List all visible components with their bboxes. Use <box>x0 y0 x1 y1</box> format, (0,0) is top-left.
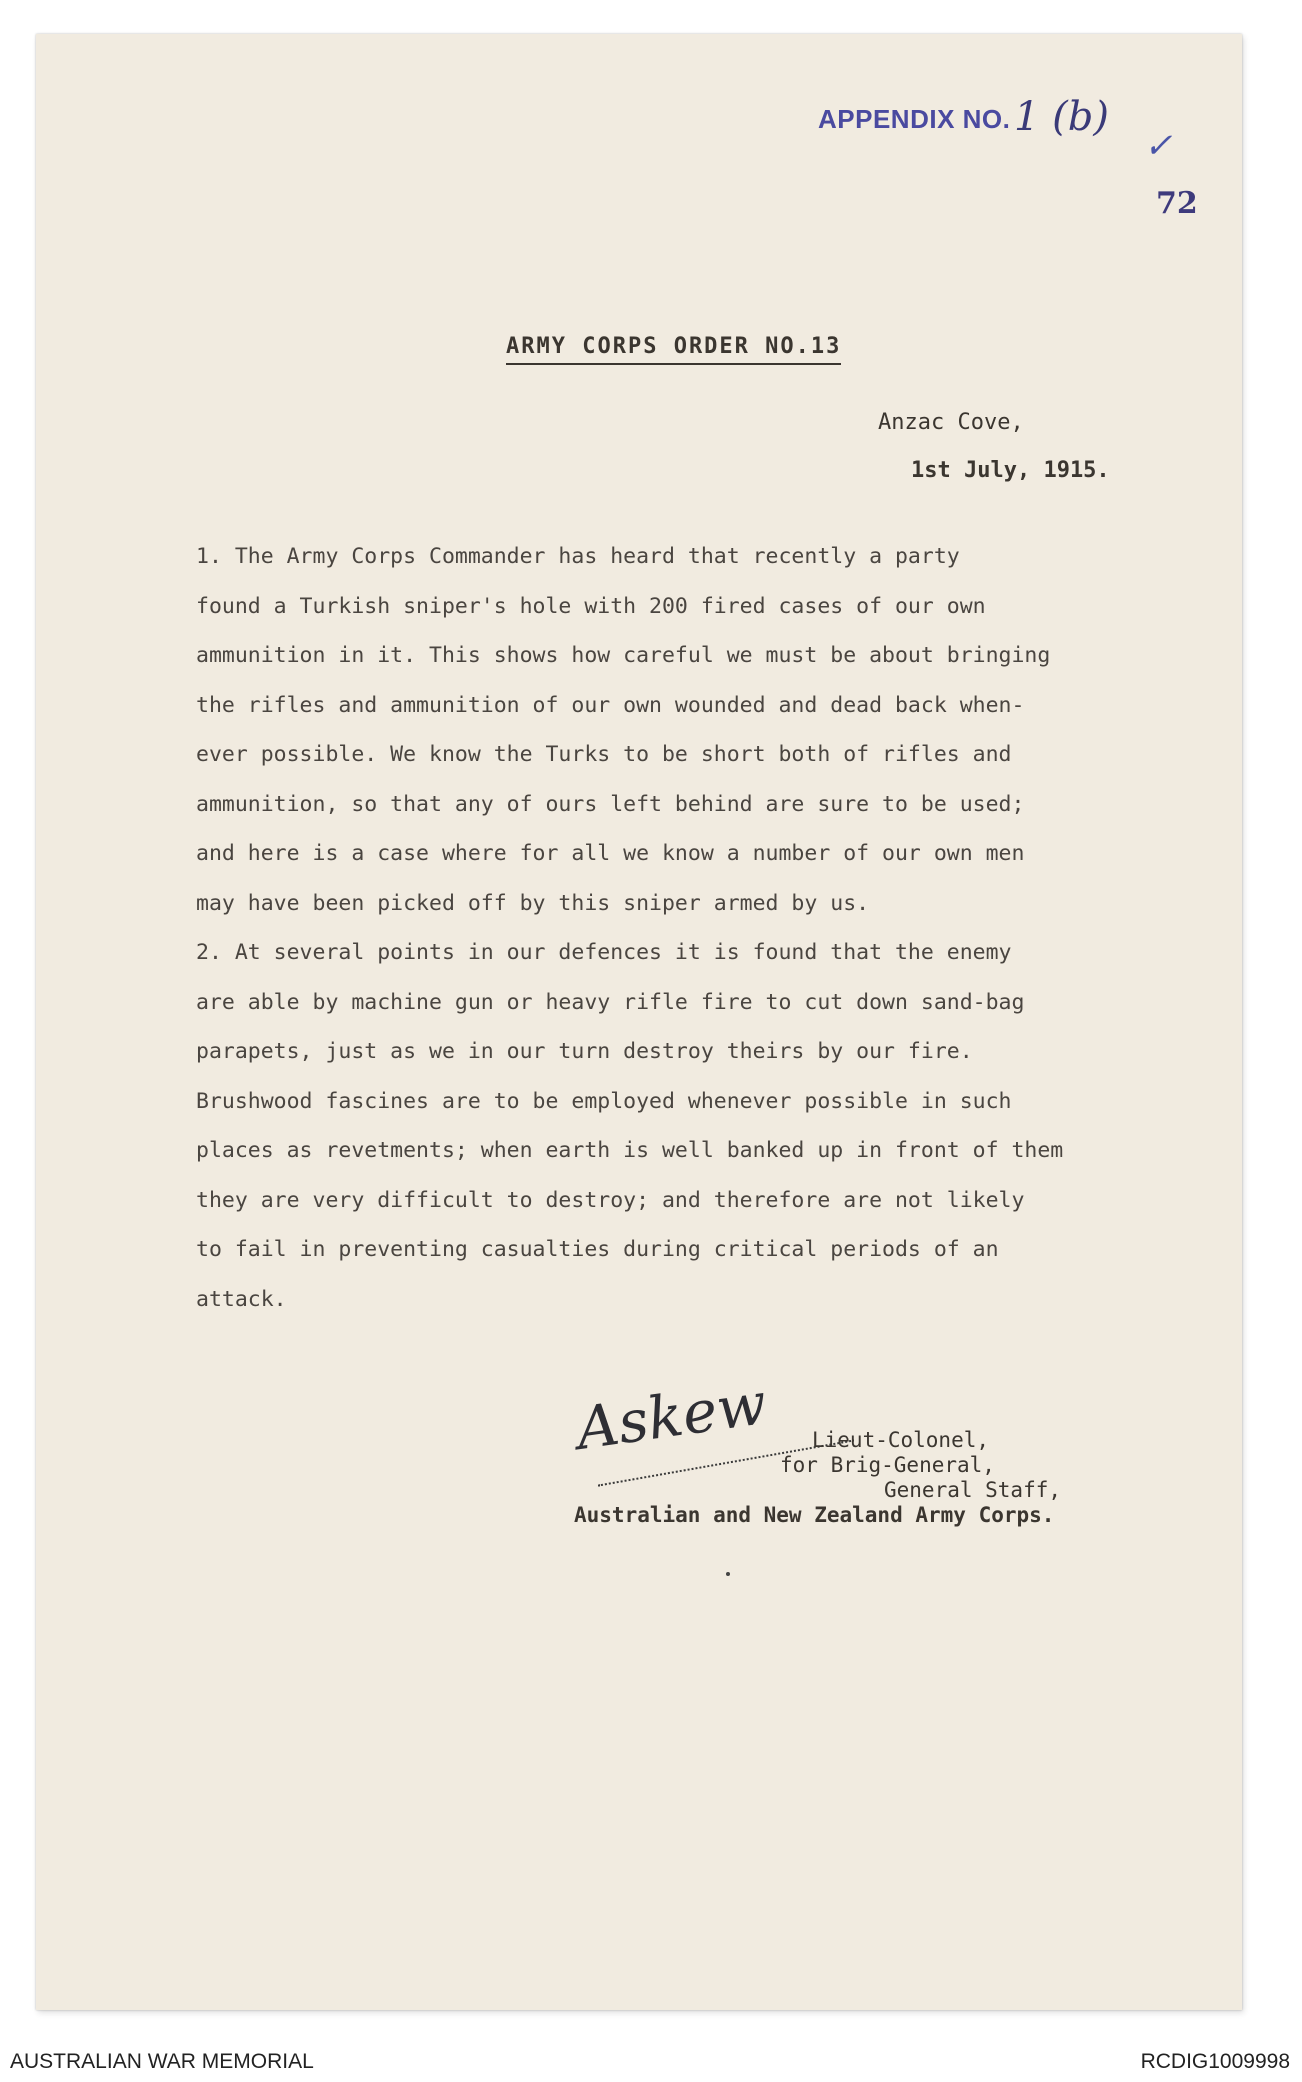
handwritten-signature: Askew <box>572 1369 771 1463</box>
order-place: Anzac Cove, <box>878 410 1024 435</box>
page-number: 72 <box>1156 186 1198 221</box>
appendix-stamp: APPENDIX NO. <box>818 104 1011 134</box>
body-line: parapets, just as we in our turn destroy theirs by our fire. <box>196 1039 973 1064</box>
signature-block <box>574 1428 1061 1528</box>
signature-rank: Lieut-Colonel, <box>812 1428 990 1452</box>
order-body <box>196 532 1206 1324</box>
order-title: ARMY CORPS ORDER NO.13 <box>506 334 841 365</box>
footer-record-id: RCDIG1009998 <box>1140 2050 1290 2073</box>
body-line: 1. The Army Corps Commander has heard that recently a party <box>196 544 960 569</box>
body-line: found a Turkish sniper's hole with 200 fired cases of our own <box>196 593 986 619</box>
body-line: may have been picked off by this sniper armed by us. <box>196 890 870 916</box>
body-line: ammunition, so that any of ours left behind are sure to be used; <box>196 791 1025 817</box>
body-line: ever possible. We know the Turks to be short both of rifles and <box>196 742 1012 767</box>
signature-unit: Australian and New Zealand Army Corps. <box>574 1503 1055 1527</box>
body-line: they are very difficult to destroy; and therefore are not likely <box>196 1187 1025 1213</box>
body-line: ammunition in it. This shows how careful we must be about bringing <box>196 643 1051 668</box>
document-page <box>36 34 1242 2010</box>
body-line: and here is a case where for all we know a number of our own men <box>196 841 1025 866</box>
body-line: attack. <box>196 1286 287 1312</box>
footer-institution: AUSTRALIAN WAR MEMORIAL <box>10 2050 314 2073</box>
signature-for: for Brig-General, <box>780 1453 995 1477</box>
body-line: to fail in preventing casualties during critical periods of an <box>196 1237 999 1262</box>
ink-dot <box>726 1572 730 1576</box>
body-line: the rifles and ammunition of our own wounded and dead back when- <box>196 692 1025 718</box>
body-line: 2. At several points in our defences it is found that the enemy <box>196 940 1012 965</box>
order-date: 1st July, 1915. <box>911 458 1110 483</box>
body-line: are able by machine gun or heavy rifle fire to cut down sand-bag <box>196 989 1025 1015</box>
signature-staff: General Staff, <box>884 1478 1062 1502</box>
body-line: places as revetments; when earth is well banked up in front of them <box>196 1138 1064 1163</box>
body-line: Brushwood fascines are to be employed whenever possible in such <box>196 1088 1012 1114</box>
appendix-number-handwritten: 1 (b) <box>1014 94 1109 140</box>
tick-mark: ✓ <box>1144 126 1173 166</box>
